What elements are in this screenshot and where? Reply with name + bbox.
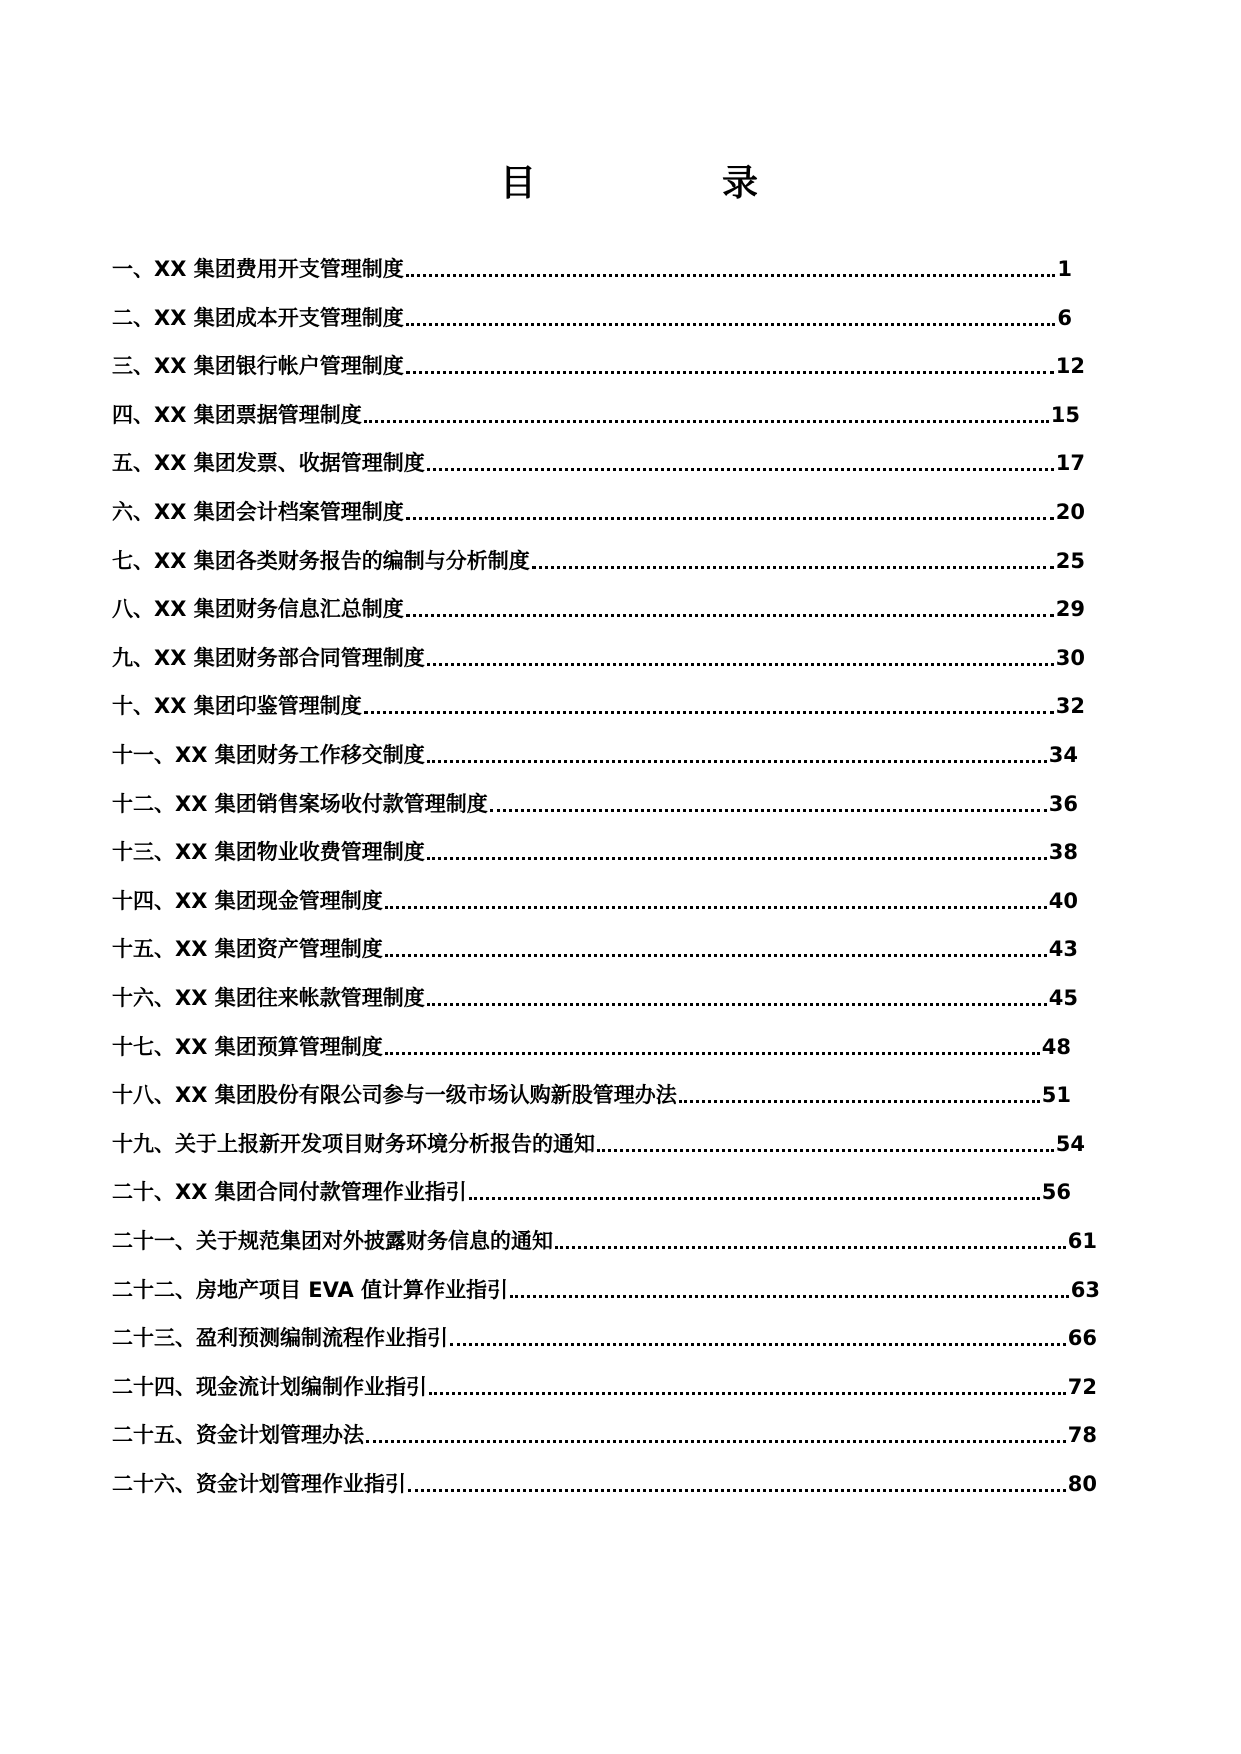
toc-entry-title: XX 集团预算管理制度 [175, 1034, 383, 1059]
toc-entry-number: 十、 [112, 694, 154, 719]
toc-entry-title: XX 集团票据管理制度 [154, 402, 362, 427]
dot-leader [406, 370, 1054, 374]
toc-entry[interactable] [112, 542, 1085, 576]
toc-entry-page-number: 45 [1048, 986, 1078, 1010]
dot-leader [406, 273, 1056, 277]
toc-entry-number: 二、 [112, 305, 154, 330]
toc-entry-title: 关于上报新开发项目财务环境分析报告的通知 [175, 1131, 595, 1156]
toc-entry-number: 十七、 [112, 1034, 175, 1059]
toc-entry-number: 二十、 [112, 1180, 175, 1205]
toc-entry-title: XX 集团往来帐款管理制度 [175, 986, 425, 1010]
toc-entry-number: 六、 [112, 500, 154, 524]
dot-leader [427, 467, 1054, 471]
toc-entry-title: XX 集团股份有限公司参与一级市场认购新股管理办法 [175, 1083, 677, 1108]
toc-entry[interactable] [112, 1368, 1097, 1402]
toc-entry-title: 房地产项目 EVA 值计算作业指引 [196, 1277, 509, 1302]
toc-entry-number: 十三、 [112, 840, 175, 865]
toc-entry-page-number: 78 [1067, 1423, 1097, 1448]
toc-entry-title: XX 集团资产管理制度 [175, 937, 383, 962]
toc-entry-number: 十一、 [112, 743, 175, 767]
toc-title-char-1: 目 [500, 163, 537, 204]
toc-entry[interactable] [112, 639, 1085, 673]
toc-entry[interactable] [112, 785, 1078, 819]
toc-entry-number: 二十一、 [112, 1229, 196, 1253]
toc-entry-page-number: 63 [1070, 1277, 1100, 1302]
toc-entry-title: XX 集团发票、收据管理制度 [154, 451, 425, 476]
toc-entry-page-number: 30 [1055, 645, 1085, 670]
toc-entry[interactable] [112, 250, 1072, 284]
dot-leader [406, 322, 1056, 326]
toc-entry-page-number: 6 [1057, 305, 1072, 330]
dot-leader [366, 1439, 1066, 1443]
toc-entry-page-number: 15 [1050, 402, 1080, 427]
toc-entry-title: XX 集团各类财务报告的编制与分析制度 [154, 548, 530, 573]
toc-entry-number: 二十四、 [112, 1374, 196, 1399]
toc-entry-number: 十二、 [112, 791, 175, 816]
dot-leader [427, 759, 1047, 763]
toc-entry-page-number: 80 [1067, 1472, 1097, 1496]
toc-entry-page-number: 17 [1055, 451, 1085, 476]
toc-entry[interactable] [112, 493, 1085, 527]
toc-entry-number: 一、 [112, 257, 154, 281]
dot-leader [385, 1051, 1040, 1055]
toc-entry-number: 三、 [112, 354, 154, 379]
dot-leader [406, 516, 1054, 520]
toc-entry-page-number: 36 [1048, 791, 1078, 816]
toc-entry[interactable] [112, 833, 1078, 867]
toc-entry-number: 十五、 [112, 937, 175, 962]
toc-entry-page-number: 12 [1055, 354, 1085, 379]
toc-entry-page-number: 34 [1048, 743, 1078, 767]
toc-entry-page-number: 56 [1041, 1180, 1071, 1205]
toc-entry[interactable] [112, 396, 1080, 430]
toc-entry-title: XX 集团销售案场收付款管理制度 [175, 791, 488, 816]
dot-leader [510, 1294, 1069, 1298]
toc-entry[interactable] [112, 1465, 1097, 1499]
dot-leader [406, 613, 1054, 617]
toc-entry-page-number: 25 [1055, 548, 1085, 573]
toc-entry-page-number: 48 [1041, 1034, 1071, 1059]
toc-title [0, 160, 1241, 208]
toc-entry-page-number: 40 [1048, 888, 1078, 913]
toc-entry-page-number: 54 [1055, 1131, 1085, 1156]
toc-entry-title: XX 集团财务部合同管理制度 [154, 645, 425, 670]
toc-entry-title: XX 集团会计档案管理制度 [154, 500, 404, 524]
toc-entry[interactable] [112, 736, 1078, 770]
toc-entry-number: 二十三、 [112, 1326, 196, 1351]
toc-entry-number: 七、 [112, 548, 154, 573]
toc-entry-number: 二十六、 [112, 1472, 196, 1496]
toc-entry-title: 盈利预测编制流程作业指引 [196, 1326, 448, 1351]
toc-entry-page-number: 61 [1067, 1229, 1097, 1253]
dot-leader [532, 565, 1054, 569]
toc-entry-title: XX 集团合同付款管理作业指引 [175, 1180, 467, 1205]
dot-leader [364, 419, 1049, 423]
toc-entry[interactable] [112, 590, 1085, 624]
toc-entry-title: XX 集团成本开支管理制度 [154, 305, 404, 330]
toc-entry-number: 二十五、 [112, 1423, 196, 1448]
dot-leader [427, 1002, 1047, 1006]
toc-entry[interactable] [112, 1319, 1097, 1353]
toc-entry-number: 四、 [112, 402, 154, 427]
toc-entry-title: 关于规范集团对外披露财务信息的通知 [196, 1229, 553, 1253]
toc-entry-page-number: 38 [1048, 840, 1078, 865]
toc-entry[interactable] [112, 979, 1078, 1013]
toc-entry-number: 十九、 [112, 1131, 175, 1156]
toc-entry-number: 五、 [112, 451, 154, 476]
toc-entry-number: 十八、 [112, 1083, 175, 1108]
toc-entry-page-number: 29 [1055, 597, 1085, 622]
dot-leader [427, 662, 1054, 666]
toc-entry[interactable] [112, 930, 1078, 964]
toc-entry-number: 八、 [112, 597, 154, 622]
toc-entry[interactable] [112, 882, 1078, 916]
dot-leader [555, 1245, 1066, 1249]
toc-entry[interactable] [112, 1271, 1100, 1305]
toc-entry-number: 九、 [112, 645, 154, 670]
dot-leader [679, 1099, 1040, 1103]
toc-entry-title: XX 集团费用开支管理制度 [154, 257, 404, 281]
toc-entry[interactable] [112, 1173, 1071, 1207]
dot-leader [385, 953, 1047, 957]
dot-leader [385, 905, 1047, 909]
toc-entry[interactable] [112, 687, 1085, 721]
toc-entry[interactable] [112, 444, 1085, 478]
dot-leader [469, 1196, 1040, 1200]
dot-leader [597, 1148, 1054, 1152]
toc-entry[interactable] [112, 1416, 1097, 1450]
dot-leader [364, 710, 1054, 714]
toc-entry[interactable] [112, 1125, 1085, 1159]
toc-entry[interactable] [112, 1076, 1071, 1110]
toc-entry[interactable] [112, 1222, 1097, 1256]
toc-entry-title: XX 集团物业收费管理制度 [175, 840, 425, 865]
toc-entry-page-number: 51 [1041, 1083, 1071, 1108]
toc-entry-title: XX 集团财务工作移交制度 [175, 743, 425, 767]
toc-entry-page-number: 66 [1067, 1326, 1097, 1351]
toc-entry-number: 十六、 [112, 986, 175, 1010]
toc-entry-title: XX 集团银行帐户管理制度 [154, 354, 404, 379]
toc-entry[interactable] [112, 1028, 1071, 1062]
toc-entry-number: 十四、 [112, 888, 175, 913]
dot-leader [429, 1391, 1066, 1395]
toc-entry[interactable] [112, 347, 1085, 381]
dot-leader [450, 1342, 1066, 1346]
toc-entry-number: 二十二、 [112, 1277, 196, 1302]
dot-leader [427, 856, 1047, 860]
toc-entry-page-number: 72 [1067, 1374, 1097, 1399]
dot-leader [408, 1488, 1066, 1492]
toc-entry[interactable] [112, 299, 1072, 333]
toc-entry-title: 资金计划管理办法 [196, 1423, 364, 1448]
toc-entry-title: 资金计划管理作业指引 [196, 1472, 406, 1496]
toc-entry-page-number: 32 [1055, 694, 1085, 719]
toc-entry-title: XX 集团财务信息汇总制度 [154, 597, 404, 622]
dot-leader [490, 808, 1047, 812]
toc-entry-title: 现金流计划编制作业指引 [196, 1374, 427, 1399]
toc-entry-page-number: 43 [1048, 937, 1078, 962]
toc-entry-title: XX 集团印鉴管理制度 [154, 694, 362, 719]
toc-entry-page-number: 1 [1057, 257, 1072, 281]
toc-title-char-2: 录 [722, 163, 759, 204]
toc-entry-page-number: 20 [1055, 500, 1085, 524]
toc-entry-title: XX 集团现金管理制度 [175, 888, 383, 913]
